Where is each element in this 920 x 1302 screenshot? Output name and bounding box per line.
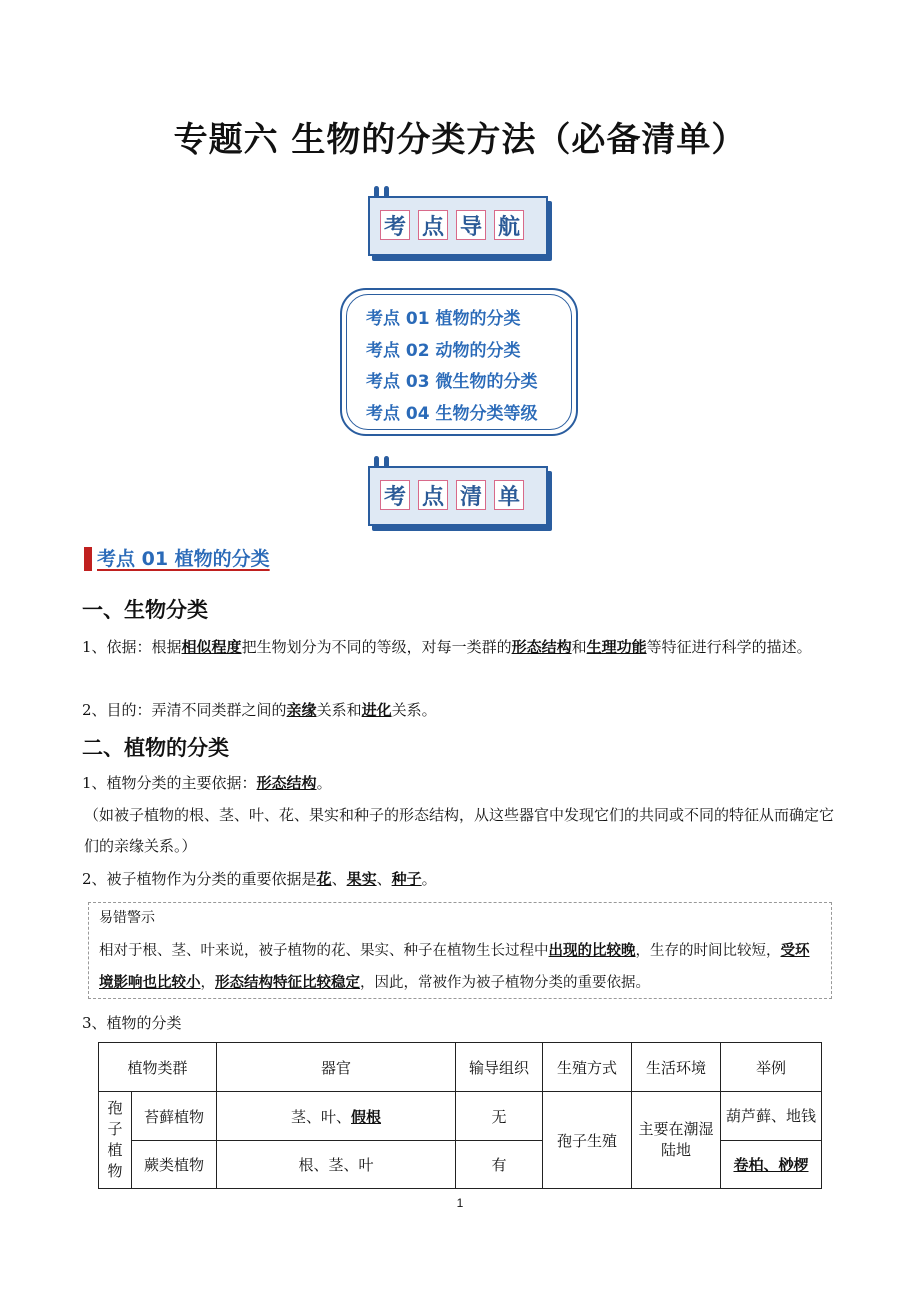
nav-list <box>340 288 578 436</box>
table-cell: 蕨类植物 <box>132 1141 217 1189</box>
table-cell: 有 <box>456 1141 543 1189</box>
table-cell: 苔藓植物 <box>132 1092 217 1141</box>
plant-classification-table <box>98 1042 822 1189</box>
nav-banner <box>368 196 552 262</box>
banner-char: 考 <box>380 480 410 510</box>
table-cell: 茎、叶、假根 <box>217 1092 456 1141</box>
nav-item[interactable]: 考点 02 动物的分类 <box>366 340 521 361</box>
table-header: 生活环境 <box>632 1043 721 1092</box>
heading-one: 一、生物分类 <box>82 598 208 622</box>
table-cell: 主要在潮湿陆地 <box>632 1092 721 1189</box>
heading-two: 二、植物的分类 <box>82 736 229 760</box>
paragraph-angiosperm: 2、被子植物作为分类的重要依据是花、果实、种子。 <box>82 870 437 888</box>
table-cell: 卷柏、桫椤 <box>721 1141 822 1189</box>
nav-item[interactable]: 考点 03 微生物的分类 <box>366 372 538 392</box>
table-cell: 根、茎、叶 <box>217 1141 456 1189</box>
paragraph-basis: 1、依据：根据相似程度把生物划分为不同的等级，对每一类群的形态结构和生理功能等特征进行科学的描述。 <box>82 638 812 656</box>
table-row <box>99 1092 822 1141</box>
table-header-row <box>99 1043 822 1092</box>
banner-char: 清 <box>456 480 486 510</box>
banner-char: 单 <box>494 480 524 510</box>
banner-char: 点 <box>418 210 448 240</box>
table-cell: 葫芦藓、地钱 <box>721 1092 822 1141</box>
table-cell: 孢子生殖 <box>543 1092 632 1189</box>
paragraph-plant-table-title: 3、植物的分类 <box>82 1014 182 1032</box>
table-cell-group: 孢子植物 <box>99 1092 132 1189</box>
paragraph-plant-basis: 1、植物分类的主要依据：形态结构。 <box>82 774 332 792</box>
page-title: 专题六 生物的分类方法（必备清单） <box>173 120 747 160</box>
warning-title: 易错警示 <box>99 910 155 926</box>
banner-char: 航 <box>494 210 524 240</box>
warning-box <box>88 902 832 999</box>
list-banner <box>368 466 552 532</box>
nav-item[interactable]: 考点 04 生物分类等级 <box>366 403 538 424</box>
table-cell: 无 <box>456 1092 543 1141</box>
page-number: 1 <box>456 1196 464 1210</box>
table-header: 举例 <box>721 1043 822 1092</box>
table-header: 器官 <box>217 1043 456 1092</box>
nav-item[interactable]: 考点 01 植物的分类 <box>366 309 521 329</box>
banner-char: 考 <box>380 210 410 240</box>
table-header: 生殖方式 <box>543 1043 632 1092</box>
paragraph-purpose: 2、目的：弄清不同类群之间的亲缘关系和进化关系。 <box>82 701 437 719</box>
paragraph-note: （如被子植物的根、茎、叶、花、果实和种子的形态结构，从这些器官中发现它们的共同或不同的特征从而确定它们的亲缘关系。） <box>84 806 835 855</box>
banner-char: 点 <box>418 480 448 510</box>
banner-char: 导 <box>456 210 486 240</box>
warning-body: 相对于根、茎、叶来说，被子植物的花、果实、种子在植物生长过程中出现的比较晚，生存的时间比较短，受环境影响也比较小，形态结构特征比较稳定，因此，常被作为被子植物分类的重要依据。 <box>99 942 810 991</box>
table-header: 输导组织 <box>456 1043 543 1092</box>
table-header: 植物类群 <box>99 1043 217 1092</box>
